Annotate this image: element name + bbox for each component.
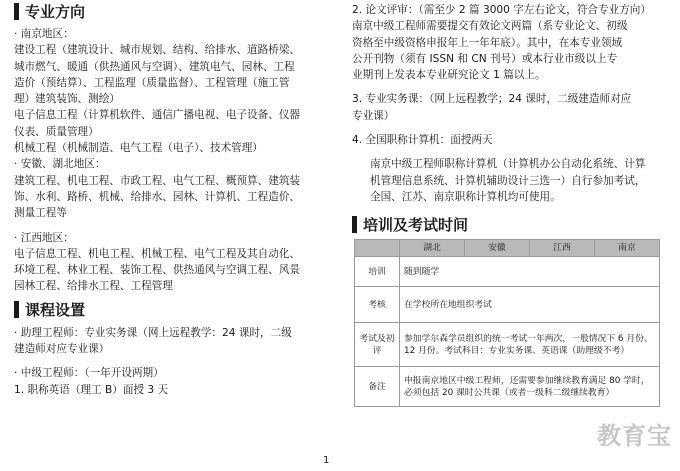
nanjing-label: · 南京地区： — [14, 28, 74, 40]
anhui-hubei-majors: 建筑工程、机电工程、市政工程、电气工程、概预算、建筑装 饰、水利、路桥、机械、给排水、园林、计算机、工程造价、 测量工程等 — [14, 174, 301, 220]
jiangxi-majors: 电子信息工程、机电工程、机械工程、电气工程及其自动化、 环境工程、林业工程、装饰工程、供热通风与空调工程、风景 园林工程、给排水工程、工程管理 — [14, 247, 301, 293]
row-content: 随到随学 — [400, 257, 660, 287]
course-item-1: 1. 职称英语（理工 B）面授 3 天 — [14, 383, 169, 396]
page-number: 1 — [323, 455, 330, 466]
heading-bar-icon — [14, 3, 19, 20]
schedule-table — [354, 239, 660, 407]
nanjing-majors: 建设工程（建筑设计、城市规划、结构、给排水、道路桥梁、 城市燃气、暖通（供热通风与空调）、建筑电气、园林、工程 造价（预结算）、工程监理（质量监督）、工程管理（施工管 理）建筑装饰、测绘） 电子信息工程（计算机软件、通信广播电视、电子设备、仪器 仪表、质量管理） 机械工程（机械制造、电气工程（电子）、技术管理） — [14, 44, 301, 155]
course-item-4: 4. 全国职称计算机：面授两天 — [352, 134, 493, 147]
table-row — [355, 287, 660, 323]
table-header-cell: 湖北 — [400, 240, 465, 257]
section-title-schedule: 培训及考试时间 — [352, 213, 666, 235]
course-item-4-detail: 南京中级工程师职称计算机（计算机办公自动化系统、计算 机管理信息系统、计算机辅助设计三选一）自行参加考试， 全国、江苏、南京职称计算机均可使用。 — [370, 158, 646, 203]
table-row — [355, 323, 660, 367]
table-header-cell: 江西 — [529, 240, 594, 257]
course-item-2: 2. 论文评审：（需至少 2 篇 3000 字左右论文，符合专业方向） 南京中级工程师需要提交有效论文两篇（系专业论文、初级 资格至中级资格申报年上一年年底）。其中，在本专业领域 公开刊物（须有 ISSN 和 CN 刊号）或本行业市级以上专 业期刊上发表本专业研究论文 1 篇以上。 — [352, 4, 651, 82]
table-row — [355, 367, 660, 407]
row-label: 备注 — [355, 367, 400, 407]
row-content: 在学校所在地组织考试 — [400, 287, 660, 323]
right-column — [352, 0, 666, 407]
jiangxi-label: · 江西地区： — [14, 231, 74, 244]
course-item-3: 3. 专业实务课：（网上远程教学；24 课时，二级建造师对应 专业课） — [352, 93, 632, 122]
row-label: 考核 — [355, 287, 400, 323]
row-content: 参加学尔森学员组织的统一考试一年两次，一般情况下 6 月份、12 月份。考试科目：专业实务课、英语课（助理级不考） — [400, 323, 660, 367]
section-title-courses: 课程设置 — [14, 299, 332, 321]
table-header-row — [355, 240, 660, 257]
row-label: 考试及初评 — [355, 323, 400, 367]
middle-engineer-label: · 中级工程师：（一年开设两期） — [14, 367, 164, 380]
heading-bar-icon — [14, 301, 19, 318]
table-header-cell: 安徽 — [464, 240, 529, 257]
row-label: 培训 — [355, 257, 400, 287]
assistant-engineer-course: · 助理工程师：专业实务课（网上远程教学：24 课时，二级 建造师对应专业课） — [14, 326, 292, 356]
anhui-hubei-label: · 安徽、湖北地区： — [14, 158, 106, 171]
left-column — [14, 0, 332, 398]
row-content: 申报南京地区中级工程师，还需要参加继续教育满足 80 学时，必须包括 20 课时公共课（或者一级科二级继续教育） — [400, 367, 660, 407]
section-title-major: 专业方向 — [14, 0, 332, 22]
watermark-logo: 教育宝 — [597, 422, 672, 450]
table-header-empty — [355, 240, 400, 257]
table-row — [355, 257, 660, 287]
table-header-cell: 南京 — [594, 240, 659, 257]
heading-bar-icon — [352, 216, 357, 233]
